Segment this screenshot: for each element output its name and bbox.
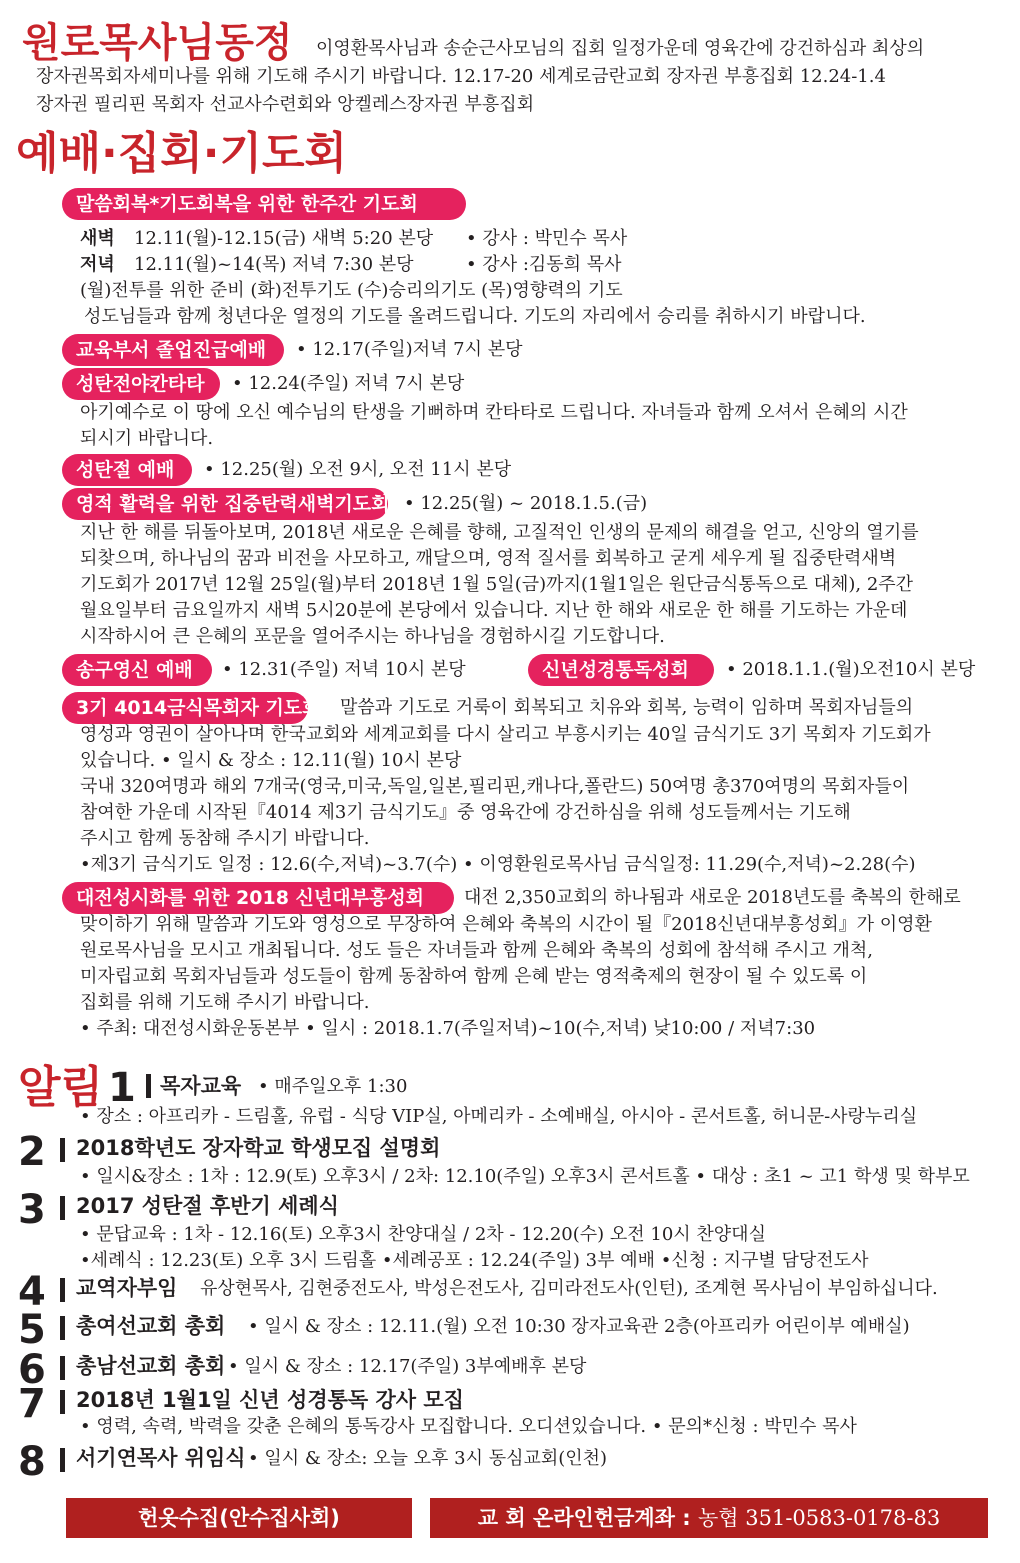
notice-number: 8 xyxy=(18,1439,46,1485)
notice-number: 6 xyxy=(18,1347,46,1393)
notice-head: 목자교육 xyxy=(160,1074,242,1098)
revival-pill: 대전성시화를 위한 2018 신년대부흥성회 xyxy=(62,882,454,914)
notice-bar xyxy=(146,1074,151,1098)
notice-head: 2018학년도 장자학교 학생모집 설명회 xyxy=(76,1136,441,1160)
notice-inline: • 일시 & 장소 : 12.17(주일) 3부예배후 본당 xyxy=(228,1356,587,1377)
notice-bar xyxy=(60,1138,65,1162)
newyear-bible-pill: 신년성경통독성회 xyxy=(528,654,714,686)
fasting-line: 참여한 가운데 시작된『4014 제3기 금식기도』중 영육간에 강건하심을 위해 성도들께서는 기도해 xyxy=(80,802,851,823)
fasting-line: 주시고 함께 동참해 주시기 바랍니다. xyxy=(80,828,370,849)
notice-bar xyxy=(60,1316,65,1340)
footer-clothes-collection: 헌옷수집(안수집사회) xyxy=(66,1498,412,1538)
notice-number: 1 xyxy=(108,1065,136,1111)
notice-line: • 일시&장소 : 1차 : 12.9(토) 오후3시 / 2차: 12.10(주일) 오후3시 콘서트홀 • 대상 : 초1 ~ 고1 학생 및 학부모 xyxy=(80,1166,970,1187)
fasting-line-0: 말씀과 기도로 거룩이 회복되고 치유와 회복, 능력이 임하며 목회자님들의 xyxy=(340,697,914,718)
notice-bar xyxy=(60,1390,65,1414)
dawn-intensive-line: 되찾으며, 하나님의 꿈과 비전을 사모하고, 깨달으며, 영적 질서를 회복하고 굳게 세우게 될 집중탄력새벽 xyxy=(80,548,897,569)
fasting-desc xyxy=(80,722,986,878)
elder-title: 원로목사님동정 xyxy=(22,20,293,66)
dawn-speaker: • 강사 : 박민수 목사 xyxy=(466,228,628,249)
revival-desc xyxy=(80,912,986,1042)
cantata-info: • 12.24(주일) 저녁 7시 본당 xyxy=(232,373,465,394)
notice-bar xyxy=(60,1448,65,1472)
dawn-intensive-line: 지난 한 해를 뒤돌아보며, 2018년 새로운 은혜를 향해, 고질적인 인생의 문제의 해결을 얻고, 신앙의 열기를 xyxy=(80,522,919,543)
notice-bar xyxy=(60,1356,65,1380)
notice-number: 2 xyxy=(18,1129,46,1175)
revival-line: 맞이하기 위해 말씀과 기도와 영성으로 무장하여 은혜와 축복의 시간이 될『2018신년대부흥성회』가 이영환 xyxy=(80,914,932,935)
week-prayer-pill: 말씀회복*기도회복을 위한 한주간 기도회 xyxy=(62,188,466,220)
notice-number: 5 xyxy=(18,1307,46,1353)
fasting-pill: 3기 4014금식목회자 기도회 xyxy=(62,692,308,724)
dawn-intensive-desc xyxy=(80,520,986,650)
revival-line-0: 대전 2,350교회의 하나됨과 새로운 2018년도를 축복의 한해로 xyxy=(464,887,961,908)
newyear-bible-info: • 2018.1.1.(월)오전10시 본당 xyxy=(726,659,976,680)
prayer-note: 성도님들과 함께 청년다운 열정의 기도를 올려드립니다. 기도의 자리에서 승리를 취하시기 바랍니다. xyxy=(84,306,866,327)
fasting-line: •제3기 금식기도 일정 : 12.6(수,저녁)~3.7(수) • 이영환원로목사님 금식일정: 11.29(수,저녁)~2.28(수) xyxy=(80,854,916,875)
footer-offering-account xyxy=(430,1498,988,1538)
notice-inline: • 일시 & 장소 : 12.11.(월) 오전 10:30 장자교육관 2층(아프리카 어린이부 예배실) xyxy=(248,1316,910,1337)
revival-line: 미자립교회 목회자님들과 성도들이 함께 동참하여 함께 은혜 받는 영적축제의 현장이 될 수 있도록 이 xyxy=(80,966,868,987)
notices-title: 알림 xyxy=(18,1062,104,1113)
dawn-intensive-line: 시작하시어 큰 은혜의 포문을 열어주시는 하나님을 경험하시길 기도합니다. xyxy=(80,626,665,647)
dawn-text: 12.11(월)-12.15(금) 새벽 5:20 본당 xyxy=(134,228,434,249)
yearend-pill: 송구영신 예배 xyxy=(62,654,212,686)
worship-title: 예배·집회·기도회 xyxy=(16,128,347,179)
notice-line: • 영력, 속력, 박력을 갖춘 은혜의 통독강사 모집합니다. 오디션있습니다. • 문의*신청 : 박민수 목사 xyxy=(80,1416,857,1437)
notice-number: 4 xyxy=(18,1269,46,1315)
yearend-info: • 12.31(주일) 저녁 10시 본당 xyxy=(222,659,466,680)
fasting-line: 영성과 영권이 살아나며 한국교회와 세계교회를 다시 살리고 부흥시키는 40일 금식기도 3기 목회자 기도회가 xyxy=(80,724,931,745)
cantata-pill: 성탄전야칸타타 xyxy=(62,368,220,400)
revival-line: • 주최: 대전성시화운동본부 • 일시 : 2018.1.7(주일저녁)~10(수,저녁) 낮10:00 / 저녁7:30 xyxy=(80,1018,816,1039)
cantata-desc-line: 아기예수로 이 땅에 오신 예수님의 탄생을 기뻐하며 칸타타로 드립니다. 자녀들과 함께 오셔서 은혜의 시간 xyxy=(80,402,908,423)
account-label: 교 회 온라인헌금계좌 : xyxy=(477,1506,691,1530)
notice-head: 서기연목사 위임식 xyxy=(76,1446,246,1470)
notice-bar xyxy=(60,1196,65,1220)
notice-head: 교역자부임 xyxy=(76,1276,178,1300)
notice-head: 2018년 1월1일 신년 성경통독 강사 모집 xyxy=(76,1388,464,1412)
cantata-desc xyxy=(80,400,986,452)
eve-text: 12.11(월)~14(목) 저녁 7:30 본당 xyxy=(134,254,414,275)
notice-inline: • 일시 & 장소: 오늘 오후 3시 동심교회(인천) xyxy=(248,1448,608,1469)
christmas-pill: 성탄절 예배 xyxy=(62,454,192,486)
dawn-intensive-info: • 12.25(월) ~ 2018.1.5.(금) xyxy=(404,493,648,514)
revival-line: 원로목사님을 모시고 개최됩니다. 성도 들은 자녀들과 함께 은혜와 축복의 성회에 참석해 주시고 개척, xyxy=(80,940,874,961)
elder-line-3: 장자권 필리핀 목회자 선교사수련회와 앙켈레스장자권 부흥집회 xyxy=(36,94,535,115)
notice-head: 총여선교회 총회 xyxy=(76,1314,226,1338)
dawn-intensive-line: 기도회가 2017년 12월 25일(월)부터 2018년 1월 5일(금)까지(1월1일은 원단금식통독으로 대체), 2주간 xyxy=(80,574,914,595)
notice-line: • 장소 : 아프리카 - 드림홀, 유럽 - 식당 VIP실, 아메리카 - 소예배실, 아시아 - 콘서트홀, 허니문-사랑누리실 xyxy=(80,1106,918,1127)
notice-line: • 문답교육 : 1차 - 12.16(토) 오후3시 찬양대실 / 2차 - 12.20(수) 오전 10시 찬양대실 xyxy=(80,1224,766,1245)
fasting-line: 국내 320여명과 해외 7개국(영국,미국,독일,일본,필리핀,캐나다,폴란드) 50여명 총370여명의 목회자들이 xyxy=(80,776,910,797)
notice-inline: 유상현목사, 김현중전도사, 박성은전도사, 김미라전도사(인턴), 조계현 목사님이 부임하십니다. xyxy=(200,1278,938,1299)
cantata-desc-line: 되시기 바랍니다. xyxy=(80,428,214,449)
account-number: 농협 351-0583-0178-83 xyxy=(697,1506,941,1530)
notice-inline: • 매주일오후 1:30 xyxy=(258,1076,408,1097)
fasting-line: 있습니다. • 일시 & 장소 : 12.11(월) 10시 본당 xyxy=(80,750,462,771)
prayer-topics: (월)전투를 위한 준비 (화)전투기도 (수)승리의기도 (목)영향력의 기도 xyxy=(80,280,623,301)
christmas-info: • 12.25(월) 오전 9시, 오전 11시 본당 xyxy=(204,459,512,480)
graduation-pill: 교육부서 졸업진급예배 xyxy=(62,334,284,366)
graduation-info: • 12.17(주일)저녁 7시 본당 xyxy=(296,339,523,360)
notice-head: 총남선교회 총회 xyxy=(76,1354,226,1378)
elder-line-2: 장자권목회자세미나를 위해 기도해 주시기 바랍니다. 12.17-20 세계로금란교회 장자권 부흥집회 12.24-1.4 xyxy=(36,66,886,87)
revival-line: 집회를 위해 기도해 주시기 바랍니다. xyxy=(80,992,370,1013)
notice-head: 2017 성탄절 후반기 세례식 xyxy=(76,1194,339,1218)
notice-number: 7 xyxy=(18,1381,46,1427)
dawn-intensive-pill: 영적 활력을 위한 집중탄력새벽기도회 xyxy=(62,488,388,520)
dawn-label: 새벽 xyxy=(80,228,115,249)
eve-label: 저녁 xyxy=(80,254,115,275)
eve-speaker: • 강사 :김동희 목사 xyxy=(466,254,622,275)
notice-number: 3 xyxy=(18,1187,46,1233)
notice-line: •세례식 : 12.23(토) 오후 3시 드림홀 •세례공포 : 12.24(주일) 3부 예배 •신청 : 지구별 담당전도사 xyxy=(80,1250,869,1271)
dawn-intensive-line: 월요일부터 금요일까지 새벽 5시20분에 본당에서 있습니다. 지난 한 해와 새로운 한 해를 기도하는 가운데 xyxy=(80,600,908,621)
notice-bar xyxy=(60,1278,65,1302)
elder-line-1: 이영환목사님과 송순근사모님의 집회 일정가운데 영육간에 강건하심과 최상의 xyxy=(316,38,925,59)
